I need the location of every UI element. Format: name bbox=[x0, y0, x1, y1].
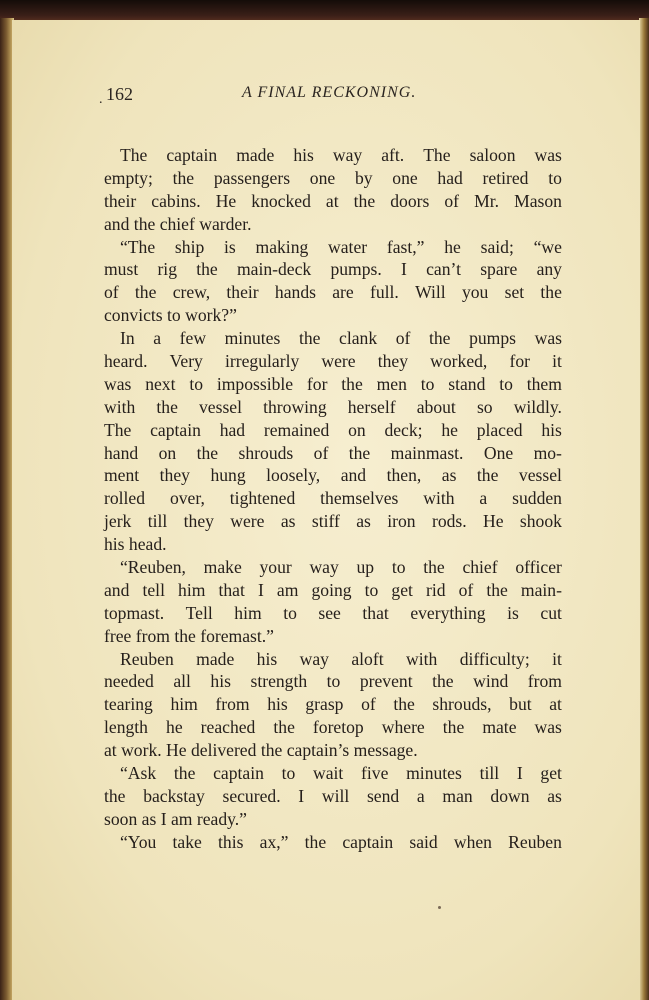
text-line: ment they hung loosely, and then, as the vessel bbox=[104, 465, 562, 486]
text-line: with the vessel throwing herself about so wildly. bbox=[104, 396, 562, 417]
page-header bbox=[99, 84, 552, 114]
text-line: “Ask the captain to wait five minutes till I get bbox=[120, 763, 562, 784]
page-right-edge bbox=[639, 18, 649, 1000]
text-line: needed all his strength to prevent the wind from bbox=[104, 671, 562, 692]
text-line: of the crew, their hands are full. Will you set the bbox=[104, 282, 562, 303]
text-line: In a few minutes the clank of the pumps was bbox=[120, 328, 562, 349]
text-line: jerk till they were as stiff as iron rods. He shook bbox=[104, 511, 562, 532]
text-line: and tell him that I am going to get rid of the main- bbox=[104, 579, 562, 600]
text-line: Reuben made his way aloft with difficulty; it bbox=[120, 648, 562, 669]
body-text bbox=[104, 144, 562, 854]
text-line: was next to impossible for the men to stand to them bbox=[104, 373, 562, 394]
margin-mark: . bbox=[99, 92, 103, 107]
text-line: soon as I am ready.” bbox=[104, 808, 247, 829]
text-line: rolled over, tightened themselves with a sudden bbox=[104, 488, 562, 509]
text-line: his head. bbox=[104, 534, 167, 555]
text-line: The captain made his way aft. The saloon was bbox=[120, 145, 562, 165]
text-line: topmast. Tell him to see that everything is cut bbox=[104, 602, 562, 623]
text-line: “You take this ax,” the captain said when Reuben bbox=[120, 831, 562, 852]
text-line: hand on the shrouds of the mainmast. One mo- bbox=[104, 442, 562, 463]
text-line: convicts to work?” bbox=[104, 305, 237, 326]
text-line: must rig the main-deck pumps. I can’t spare any bbox=[104, 259, 562, 280]
text-line: the backstay secured. I will send a man down as bbox=[104, 785, 562, 806]
text-line: their cabins. He knocked at the doors of Mr. Mason bbox=[104, 190, 562, 211]
text-line: at work. He delivered the captain’s message. bbox=[104, 740, 418, 761]
text-line: “Reuben, make your way up to the chief officer bbox=[120, 557, 562, 578]
running-title: A FINAL RECKONING. bbox=[242, 84, 417, 101]
text-line: “The ship is making water fast,” he said; “we bbox=[120, 236, 562, 257]
text-line: length he reached the foretop where the mate was bbox=[104, 717, 562, 738]
paper-speck bbox=[438, 906, 441, 909]
text-line: The captain had remained on deck; he placed his bbox=[104, 419, 562, 440]
text-line: free from the foremast.” bbox=[104, 625, 274, 646]
book-top-edge bbox=[0, 0, 649, 22]
page-number: 162 bbox=[106, 84, 133, 104]
text-line: empty; the passengers one by one had retired to bbox=[104, 167, 562, 188]
text-line: heard. Very irregularly were they worked, for it bbox=[104, 351, 562, 372]
text-line: tearing him from his grasp of the shrouds, but at bbox=[104, 694, 562, 715]
text-line: and the chief warder. bbox=[104, 213, 252, 234]
